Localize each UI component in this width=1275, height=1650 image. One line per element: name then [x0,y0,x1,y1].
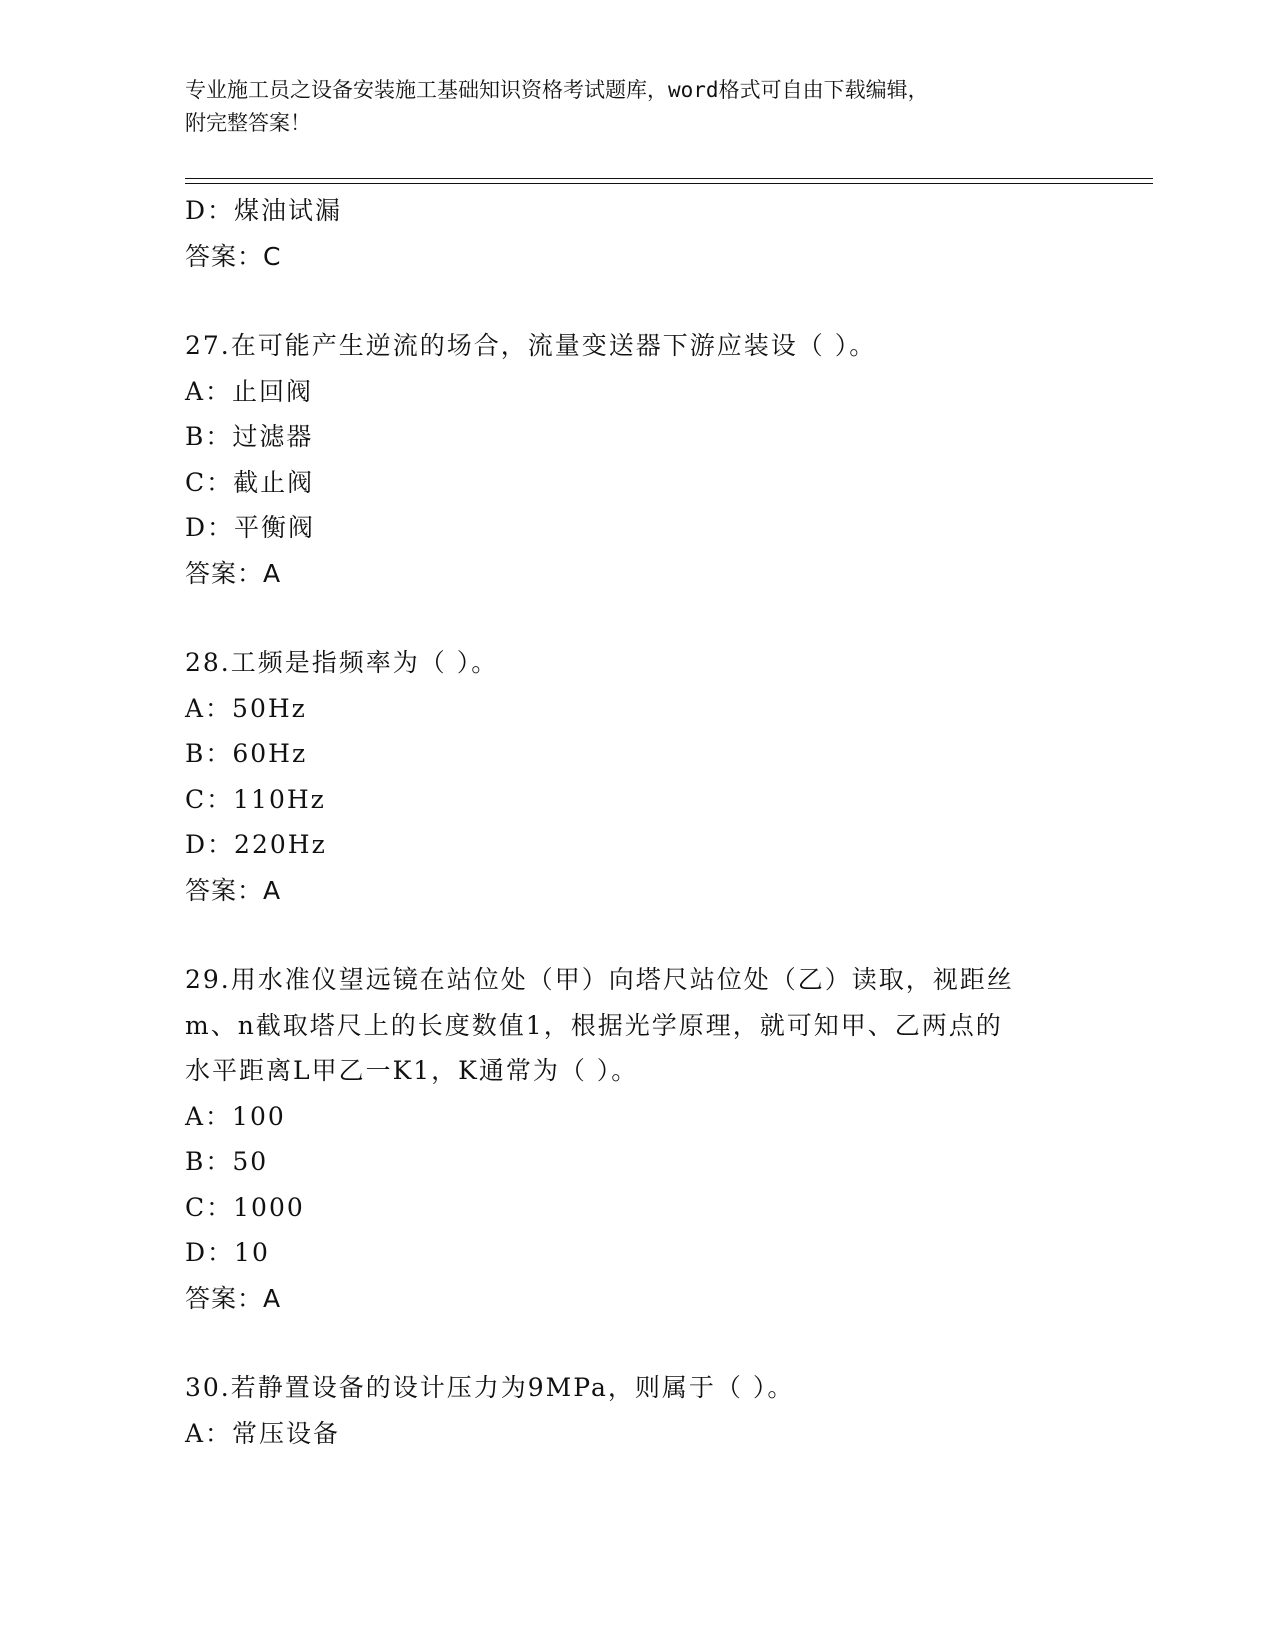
question-stem-line-1: 29.用水准仪望远镜在站位处（甲）向塔尺站位处（乙）读取，视距丝 [185,965,1014,994]
question-stem: 27.在可能产生逆流的场合，流量变送器下游应装设（ ）。 [185,331,877,360]
header-rule-bottom [185,183,1153,184]
question-stem: 30.若静置设备的设计压力为9MPa，则属于（ ）。 [185,1373,795,1402]
option-c: C：110Hz [185,784,326,814]
question-list [185,188,1085,1456]
header-title-line-2: 附完整答案！ [185,111,311,135]
answer-line: 答案：A [185,558,282,588]
option-a: A：50Hz [185,693,307,723]
spacer [185,279,1085,323]
question-27 [185,323,1085,596]
option-d: D：煤油试漏 [185,196,343,225]
option-d: D：平衡阀 [185,513,316,542]
spacer [185,596,1085,640]
option-a: A：常压设备 [185,1418,341,1448]
question-stem-line-2: m、n截取塔尺上的长度数值1，根据光学原理，就可知甲、乙两点的 [185,1010,1003,1040]
spacer [185,1321,1085,1365]
spacer [185,913,1085,957]
header-title-line-1: 专业施工员之设备安装施工基础知识资格考试题库，word格式可自由下载编辑， [185,78,929,102]
option-b: B：过滤器 [185,422,314,451]
option-d: D：220Hz [185,830,327,859]
option-c: C：截止阀 [185,467,315,497]
option-d: D：10 [185,1238,270,1267]
question-stem: 28.工频是指频率为（ ）。 [185,648,499,677]
header-rule-top [185,178,1153,179]
question-stem-line-3: 水平距离L甲乙一K1，K通常为（ ）。 [185,1056,639,1085]
answer-line: 答案：A [185,875,282,905]
question-29 [185,957,1085,1321]
answer-line: 答案：C [185,241,282,271]
option-c: C：1000 [185,1192,305,1222]
previous-question-tail [185,188,1085,279]
option-b: B：50 [185,1147,269,1176]
answer-line: 答案：A [185,1283,282,1313]
option-a: A：100 [185,1101,286,1131]
option-a: A：止回阀 [185,376,314,406]
question-28 [185,640,1085,913]
option-b: B：60Hz [185,739,308,768]
page-header [185,74,1065,140]
question-30 [185,1365,1085,1456]
